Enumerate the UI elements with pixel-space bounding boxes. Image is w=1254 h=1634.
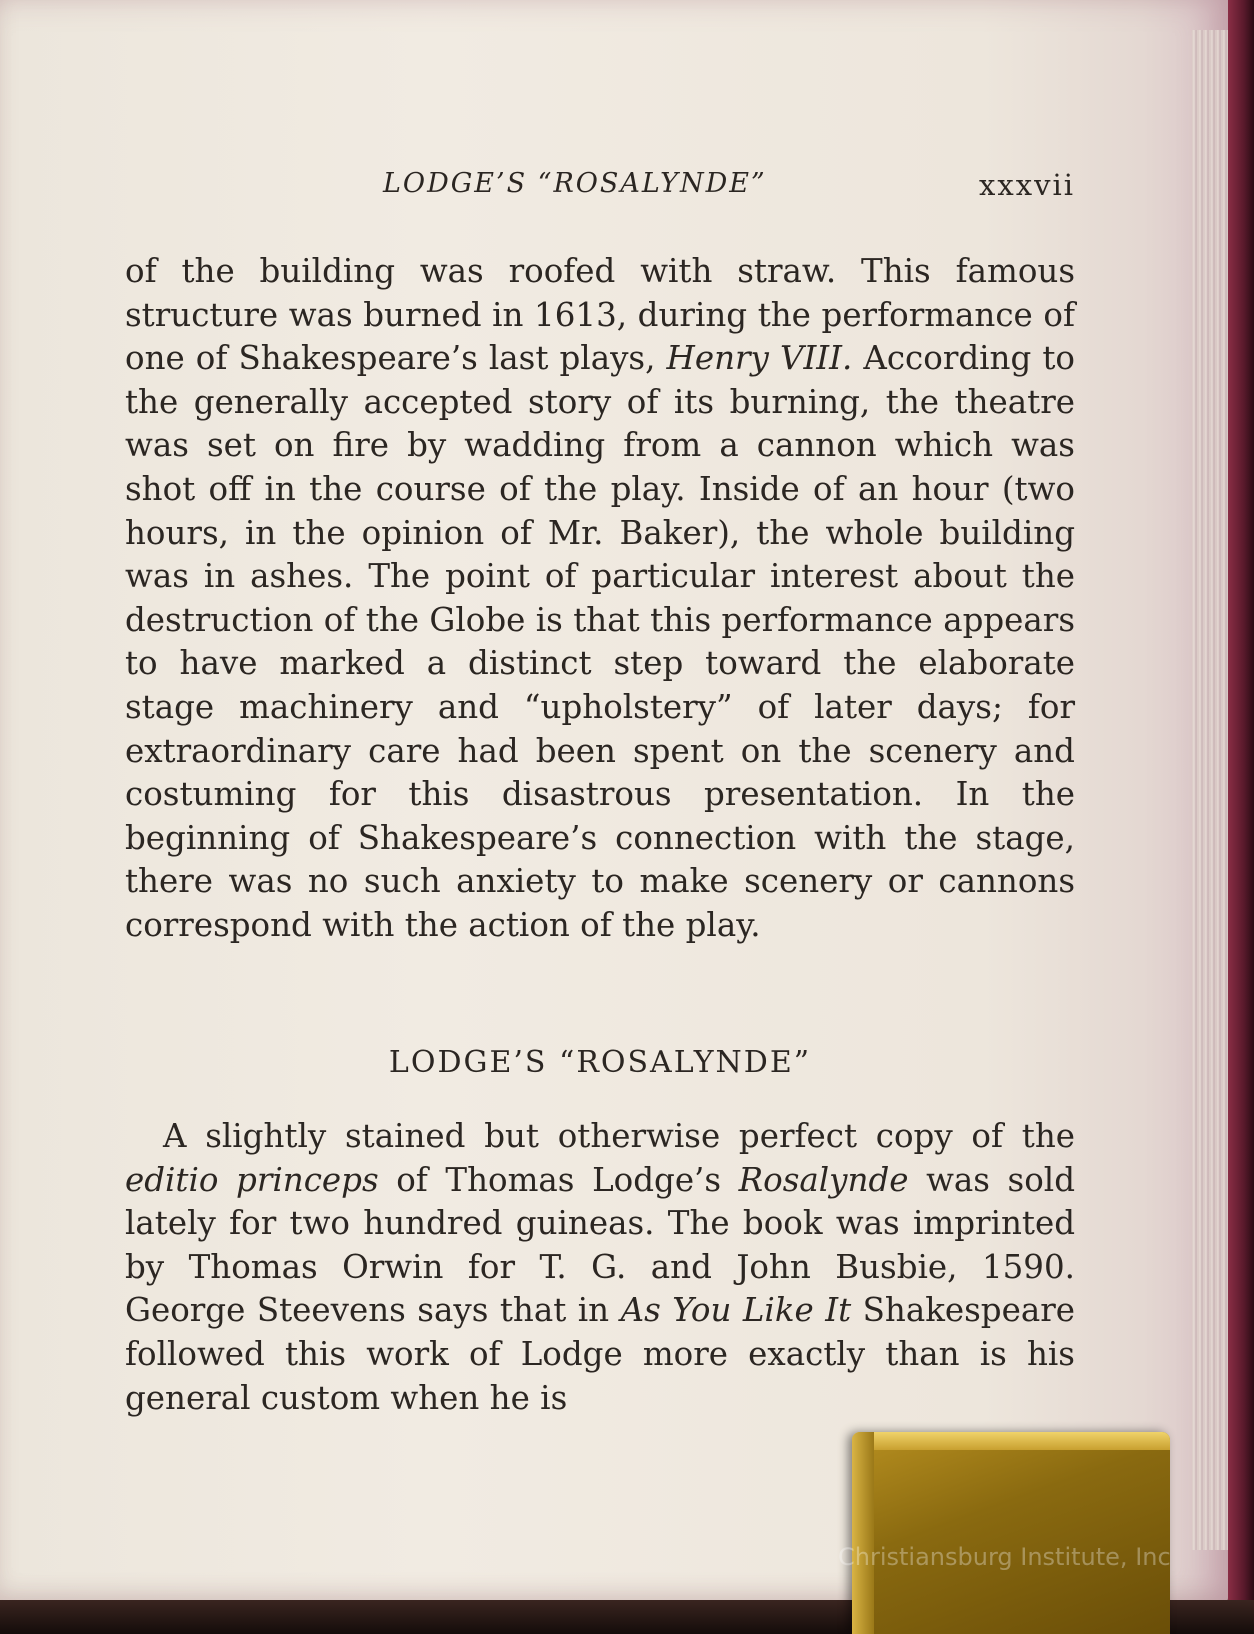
paragraph-2-text-b: of Thomas Lodge’s (378, 1160, 739, 1199)
watermark-text: Christiansburg Institute, Inc (838, 1543, 1171, 1571)
paragraph-1-text-a: of the building was roofed with straw. This famous structure was burned in 1613, during the performance of one of Shakespeare’s last plays, (125, 252, 1075, 378)
paragraph-globe-fire (125, 250, 1075, 948)
stand-lip (852, 1432, 1170, 1450)
gold-book-stand (852, 1432, 1170, 1634)
paragraph-1-text-b: According to the generally accepted story of its burning, the theatre was set on fire by wadding from a cannon which was shot off in the course of the play. Inside of an hour (two hours, in the opinion of Mr. Baker), the whole building was in ashes. The point of particular interest about the destruction of the Globe is that this performance appears to have marked a distinct step toward the elaborate stage machinery and “upholstery” of later days; for extraordinary care had been spent on the scenery and costuming for this disastrous presentation. In the beginning of Shakespeare’s connection with the stage, there was no such anxiety to make scenery or cannons correspond with the action of the play. (125, 339, 1075, 944)
running-head-title: LODGE’S “ROSALYNDE” (383, 168, 767, 199)
page-edges (1192, 30, 1228, 1550)
paragraph-2-text-a: A slightly stained but otherwise perfect copy of the (163, 1117, 1075, 1155)
paragraph-2-text-d: Shakespeare followed this work of Lodge more exactly than is his general custom when he is (125, 1291, 1075, 1417)
paragraph-2-text-c: was sold lately for two hundred guineas. The book was imprinted by Thomas Orwin for T. G. and John Busbie, 1590. George Steevens says that in (125, 1160, 1076, 1330)
page-number: xxxvii (979, 168, 1075, 202)
play-title-as-you-like-it: As You Like It (620, 1291, 852, 1330)
running-head (125, 168, 1075, 212)
play-title-henry-viii: Henry VIII. (666, 339, 853, 378)
section-heading: LODGE’S “ROSALYNDE” (388, 1045, 812, 1080)
paragraph-rosalynde (125, 1115, 1075, 1420)
book-binding (1228, 0, 1254, 1634)
stand-side (852, 1432, 874, 1634)
editio-princeps: editio princeps (125, 1160, 379, 1199)
book-title-rosalynde: Rosalynde (738, 1160, 909, 1199)
